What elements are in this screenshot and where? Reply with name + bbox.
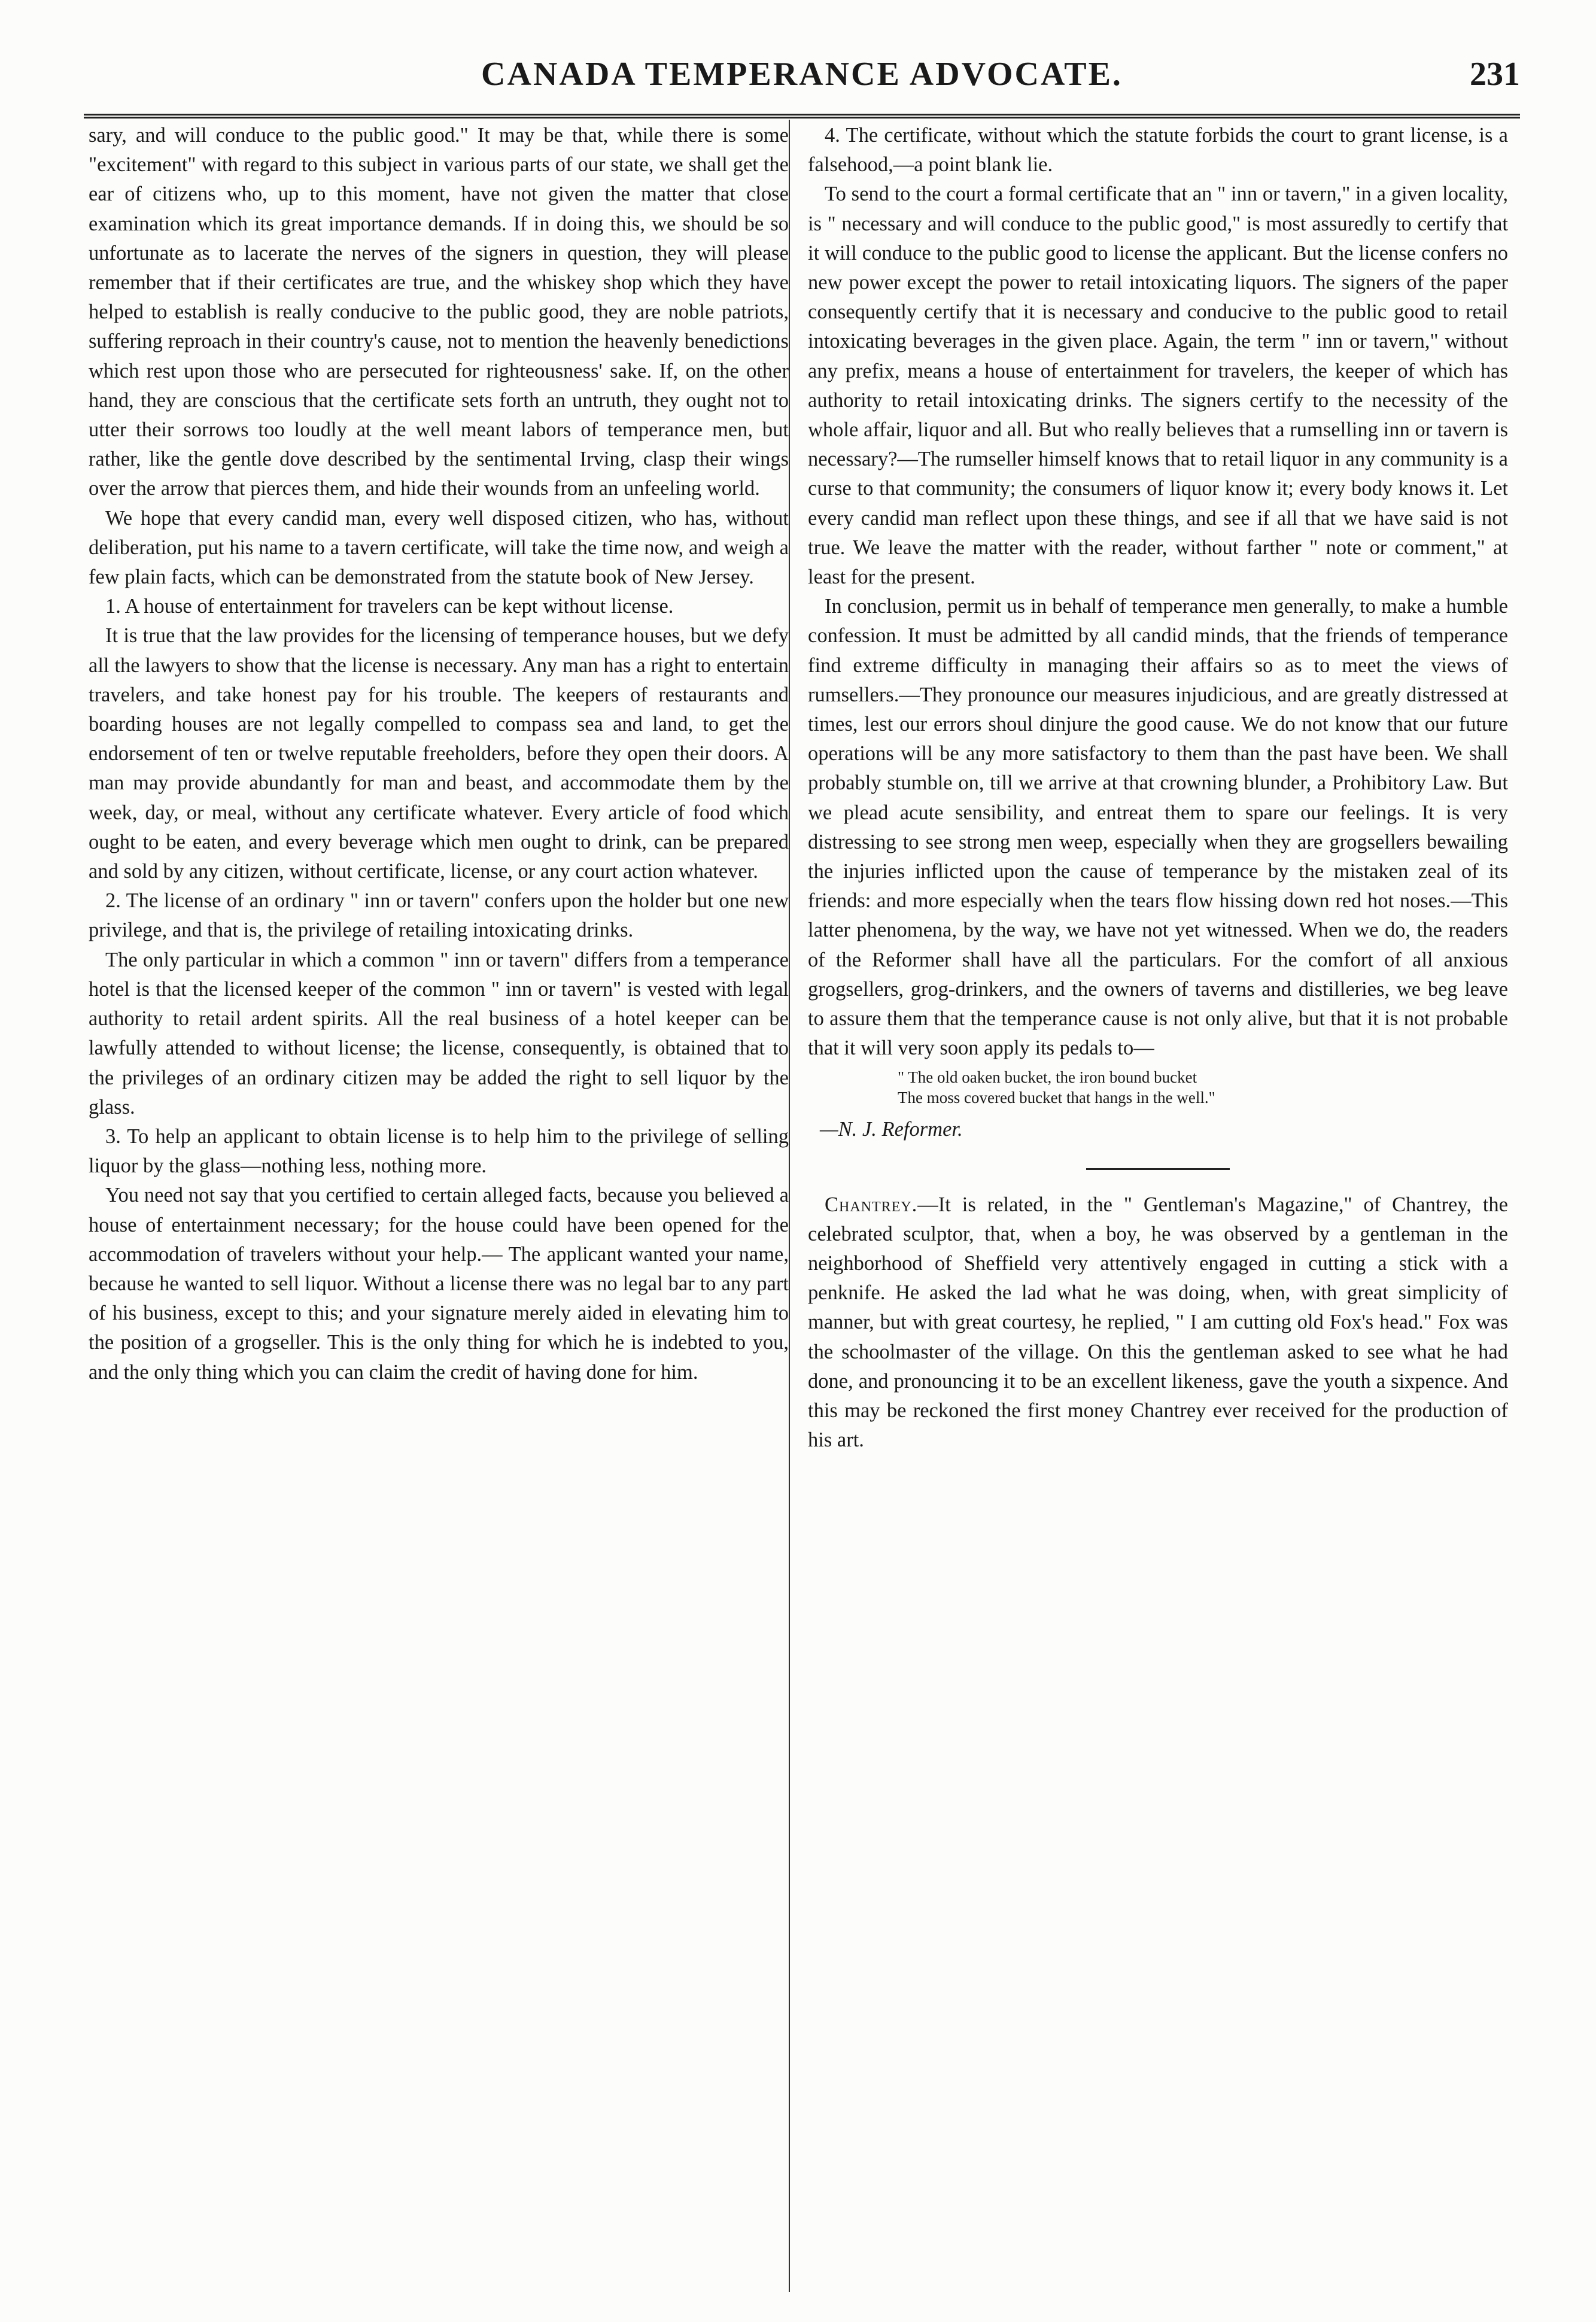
header-rule — [84, 114, 1520, 116]
paragraph: 1. A house of entertainment for travelers can be kept without license. — [105, 595, 674, 618]
chantrey-paragraph — [808, 1190, 1508, 1455]
page-number: 231 — [1470, 56, 1520, 93]
paragraph: 2. The license of an ordinary " inn or tavern" confers upon the holder but one new privilege, and that is, the privilege of retailing intoxicating drinks. — [89, 889, 789, 942]
verse-line: " The old oaken bucket, the iron bound bucket — [898, 1068, 1197, 1086]
chantrey-lead: Chantrey. — [825, 1193, 918, 1216]
paragraph: To send to the court a formal certificate that an " inn or tavern," in a given locality, is " necessary and will conduce to the public good," is most assuredly to certify that it will conduce to the public good to license the applicant. But the license confers no new power except the power to retail intoxicating liquors. The signers of the paper consequently certify that it is necessary and conducive to the public good to retail intoxicating beverages in the given place. Again, the term " inn or tavern," without any prefix, means a house of entertainment for travelers, the keeper of which has authority to retail intoxicating drinks. The signers certify to the necessity of the whole affair, liquor and all. But who really believes that a rumselling inn or tavern is necessary?—The rumseller himself knows that to retail liquor in any community is a curse to that community; the consumers of liquor know it; every body knows it. Let every candid man reflect upon these things, and see if all that we have said is not true. We leave the matter with the reader, without farther " note or comment," at least for the present. — [808, 183, 1508, 589]
verse-quote — [898, 1067, 1508, 1108]
section-separator — [1086, 1168, 1230, 1170]
page-header — [84, 55, 1520, 109]
chantrey-text: —It is related, in the " Gentleman's Magazine," of Chantrey, the celebrated sculptor, that, when a boy, he was observed by a gentleman in the neighborhood of Sheffield very attentively engaged in cutting a stick with a penknife. He asked the lad what he was doing, when, with great simplicity of manner, but with great courtesy, he replied, " I am cutting old Fox's head." Fox was the schoolmaster of the village. On this the gentleman asked to see what he had done, and pronouncing it to be an excellent likeness, gave the youth a sixpence. And this may be reckoned the first money Chantrey ever received for the production of his art. — [808, 1193, 1508, 1452]
paragraph: You need not say that you certified to certain alleged facts, because you believed a house of entertainment necessary; for the house could have been opened for the accommodation of travelers without your help.— The applicant wanted your name, because he wanted to sell liquor. Without a license there was no legal bar to any part of his business, except to this; and your signature merely aided in elevating him to the position of a grogseller. This is the only thing for which he is indebted to you, and the only thing which you can claim the credit of having done for him. — [89, 1184, 789, 1384]
paragraph: In conclusion, permit us in behalf of temperance men generally, to make a humble confession. It must be admitted by all candid minds, that the friends of temperance find extreme difficulty in managing their affairs so as to meet the views of rumsellers.—They pronounce our measures injudicious, and are greatly distressed at times, lest our errors shoul dinjure the good cause. We do not know that our future operations will be any more satisfactory to them than the past have been. We shall probably stumble on, till we arrive at that crowning blunder, a Prohibitory Law. But we plead acute sensibility, and entreat them to spare our feelings. It is very distressing to see strong men weep, especially when they are grogsellers bewailing the injuries inflicted upon the cause of temperance by the mistaken zeal of its friends: and more especially when the tears flow hissing down red hot noses.—This latter phenomena, by the way, we have not yet witnessed. When we do, the readers of the Reformer shall have all the particulars. For the comfort of all anxious grogsellers, grog-drinkers, and the owners of taverns and distilleries, we beg leave to assure them that the temperance cause is not only alive, but that it is not probable that it will very soon apply its pedals to— — [808, 595, 1508, 1060]
paragraph: We hope that every candid man, every well disposed citizen, who has, without deliberation, put his name to a tavern certificate, will take the time now, and weigh a few plain facts, which can be demonstrated from the statute book of New Jersey. — [89, 506, 789, 589]
running-title: CANADA TEMPERANCE ADVOCATE. — [481, 56, 1123, 93]
verse-line: The moss covered bucket that hangs in the well." — [898, 1088, 1215, 1107]
paragraph: The only particular in which a common " inn or tavern" differs from a temperance hotel is that the licensed keeper of the common " inn or tavern" is vested with legal authority to retail ardent spirits. All the real business of a hotel keeper can be lawfully attended to without license; the license, consequently, is obtained that to the privileges of an ordinary citizen may be added the right to sell liquor by the glass. — [89, 948, 789, 1119]
paragraph: sary, and will conduce to the public good." It may be that, while there is some "excitement" with regard to this subject in various parts of our state, we shall get the ear of citizens who, up to this moment, have not given the matter that close examination which its great importance demands. If in doing this, we should be so unfortunate as to lacerate the nerves of the signers in question, they will please remember that if their certificates are true, and the whiskey shop which they have helped to establish is really conducive to the public good, they are noble patriots, suffering reproach in their country's cause, not to mention the heavenly benedictions which rest upon those who are persecuted for righteousness' sake. If, on the other hand, they are conscious that the certificate sets forth an untruth, they ought not to utter their sorrows too loudly at the well meant labors of temperance men, but rather, like the gentle dove described by the sentimental Irving, clasp their wings over the arrow that pierces them, and hide their wounds from an unfeeling world. — [89, 124, 789, 500]
paragraph: 4. The certificate, without which the statute forbids the court to grant license, is a falsehood,—a point blank lie. — [808, 124, 1508, 177]
paragraph: 3. To help an applicant to obtain license is to help him to the privilege of selling liquor by the glass—nothing less, nothing more. — [89, 1124, 789, 1178]
paragraph: It is true that the law provides for the licensing of temperance houses, but we defy all the lawyers to show that the license is necessary. Any man has a right to entertain travelers, and take honest pay for his trouble. The keepers of restaurants and boarding houses are not legally compelled to compass sea and land, to get the endorsement of ten or twelve reputable freeholders, before they open their doors. A man may provide abundantly for man and beast, and accommodate them by the week, day, or meal, without any certificate whatever. Every article of food which ought to be eaten, and every beverage which men ought to drink, can be prepared and sold by any citizen, without certificate, license, or any court action whatever. — [89, 624, 789, 883]
column-divider — [789, 120, 790, 2292]
right-column — [808, 121, 1508, 1455]
source-signature: —N. J. Reformer. — [820, 1117, 963, 1141]
left-column — [89, 121, 789, 1387]
